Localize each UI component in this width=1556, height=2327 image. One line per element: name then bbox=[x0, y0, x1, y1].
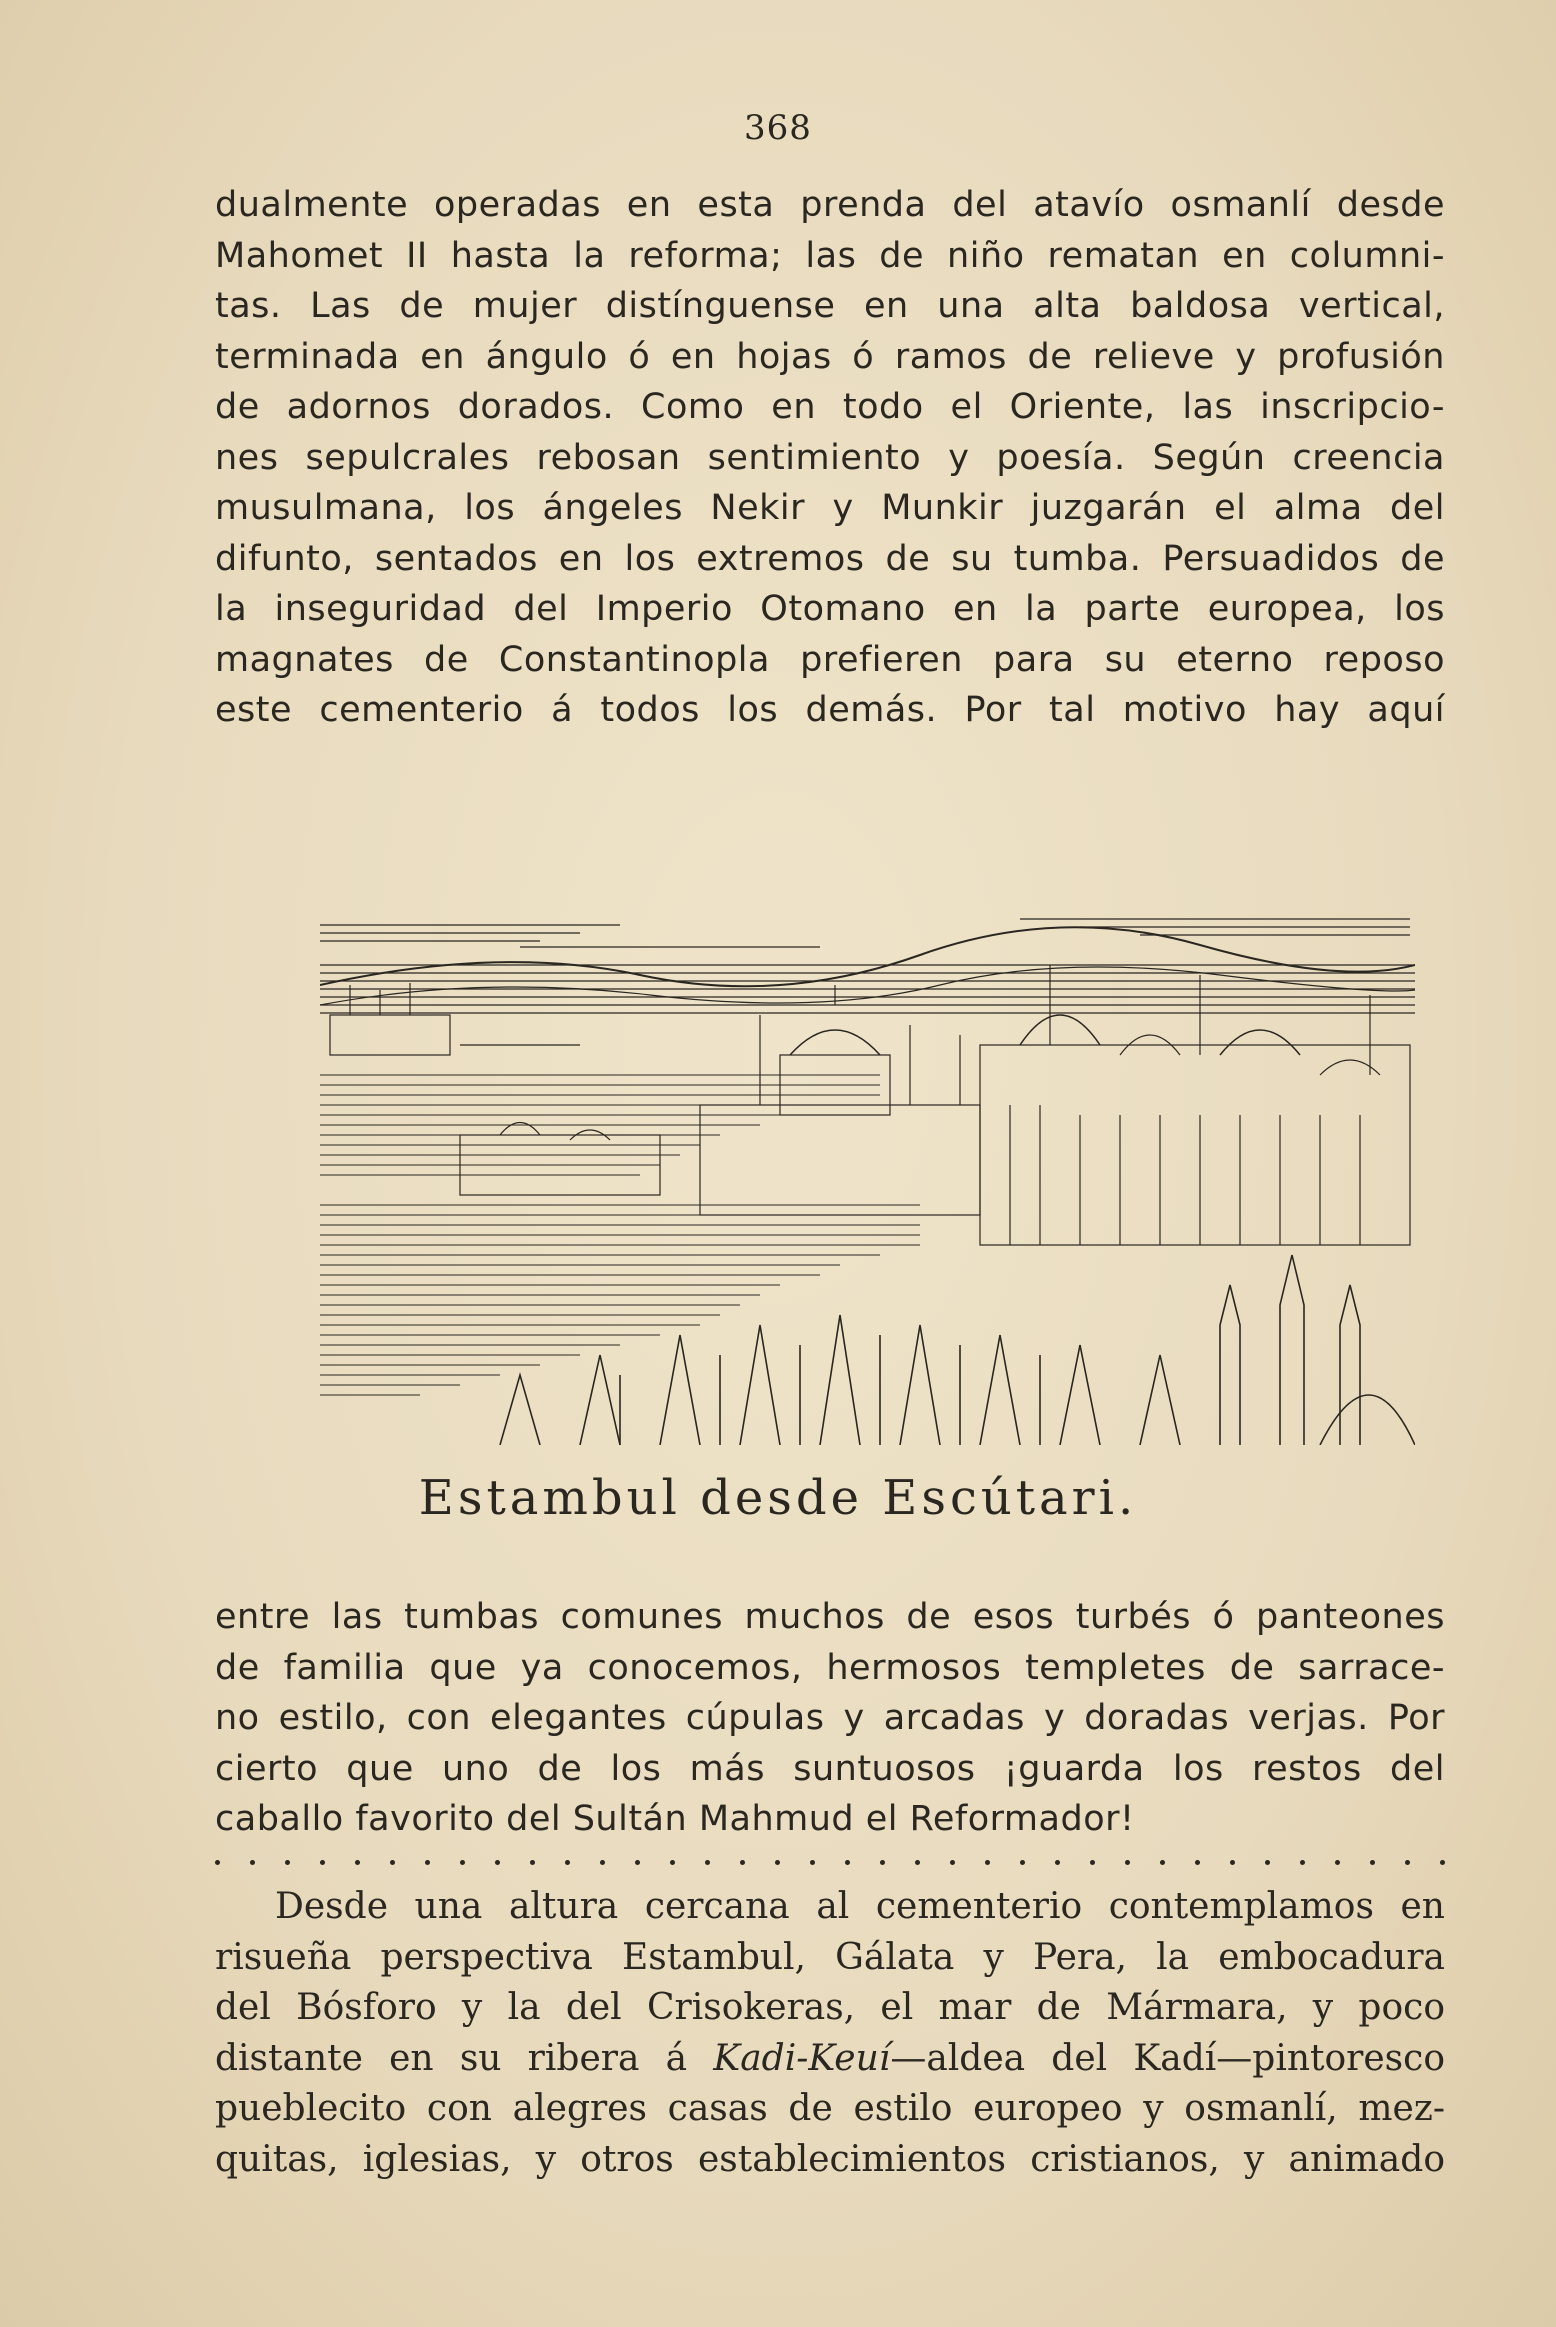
text-line: difunto, sentados en los extremos de su tumba. Persuadidos de bbox=[215, 538, 1445, 579]
separator-dot bbox=[495, 1860, 500, 1865]
text-line: Desde una altura cercana al cementerio contemplamos en bbox=[275, 1886, 1445, 1927]
separator-dot bbox=[1125, 1860, 1130, 1865]
separator-dot bbox=[1405, 1860, 1410, 1865]
separator-dot bbox=[810, 1860, 815, 1865]
separator-dot bbox=[740, 1860, 745, 1865]
separator-dot bbox=[1265, 1860, 1270, 1865]
text-line: dualmente operadas en esta prenda del atavío osmanlí desde bbox=[215, 185, 1445, 225]
separator-dot bbox=[880, 1860, 885, 1865]
separator-dot bbox=[985, 1860, 990, 1865]
separator-dot bbox=[355, 1860, 360, 1865]
text-line: nes sepulcrales rebosan sentimiento y poesía. Según creencia bbox=[215, 437, 1445, 478]
separator-dot bbox=[1020, 1860, 1025, 1865]
separator-dot bbox=[250, 1860, 255, 1865]
text-line: Mahomet II hasta la reforma; las de niño rematan en columni- bbox=[215, 235, 1445, 276]
paragraph-bottom bbox=[215, 1882, 1445, 2185]
separator-dot bbox=[915, 1860, 920, 1865]
hill-hatching bbox=[320, 965, 1415, 1013]
text-line: de familia que ya conocemos, hermosos templetes de sarrace- bbox=[215, 1647, 1445, 1688]
sky-hatching bbox=[320, 919, 1410, 947]
separator-dot bbox=[1335, 1860, 1340, 1865]
separator-dot bbox=[950, 1860, 955, 1865]
separator-dot bbox=[600, 1860, 605, 1865]
text-line: de adornos dorados. Como en todo el Oriente, las inscripcio- bbox=[215, 387, 1445, 427]
text-line: caballo favorito del Sultán Mahmud el Reformador! bbox=[215, 1799, 1135, 1839]
separator-dot bbox=[1300, 1860, 1305, 1865]
text-line: terminada en ángulo ó en hojas ó ramos de relieve y profusión bbox=[215, 336, 1445, 377]
text-line bbox=[215, 2034, 1445, 2085]
separator-dot bbox=[1230, 1860, 1235, 1865]
far-city-left bbox=[330, 983, 580, 1055]
separator-dot bbox=[705, 1860, 710, 1865]
separator-dot bbox=[460, 1860, 465, 1865]
text-line: pueblecito con alegres casas de estilo europeo y osmanlí, mez- bbox=[215, 2088, 1445, 2129]
separator-dot bbox=[1370, 1860, 1375, 1865]
text-line: cierto que uno de los más suntuosos ¡guarda los restos del bbox=[215, 1748, 1445, 1789]
text-line: no estilo, con elegantes cúpulas y arcadas y doradas verjas. Por bbox=[215, 1698, 1445, 1738]
separator-dot bbox=[1090, 1860, 1095, 1865]
text-segment: distante en su ribera á bbox=[215, 2037, 714, 2079]
city-middle bbox=[460, 985, 980, 1215]
separator-dot bbox=[530, 1860, 535, 1865]
text-line: quitas, iglesias, y otros establecimientos cristianos, y animado bbox=[215, 2138, 1445, 2180]
separator-dot bbox=[635, 1860, 640, 1865]
text-segment: —aldea del Kadí—pintoresco bbox=[890, 2037, 1445, 2079]
separator-dot bbox=[1055, 1860, 1060, 1865]
water-hatching bbox=[320, 1075, 920, 1395]
paragraph-top bbox=[215, 180, 1445, 736]
text-line: este cementerio á todos los demás. Por tal motivo hay aquí bbox=[215, 690, 1445, 730]
engraving-illustration bbox=[320, 905, 1415, 1445]
text-line: risueña perspectiva Estambul, Gálata y Pera, la embocadura bbox=[215, 1936, 1445, 1978]
paragraph-middle bbox=[215, 1592, 1445, 1845]
text-line: del Bósforo y la del Crisokeras, el mar de Mármara, y poco bbox=[215, 1987, 1445, 2028]
separator-dot bbox=[425, 1860, 430, 1865]
text-line: magnates de Constantinopla prefieren para su eterno reposo bbox=[215, 639, 1445, 680]
separator-dot bbox=[1195, 1860, 1200, 1865]
separator-dot bbox=[215, 1860, 220, 1865]
separator-dot bbox=[670, 1860, 675, 1865]
separator-dot bbox=[1440, 1860, 1445, 1865]
ellipsis-separator bbox=[215, 1860, 1445, 1874]
place-name-italic: Kadi-Keuí bbox=[713, 2037, 891, 2079]
separator-dot bbox=[845, 1860, 850, 1865]
text-line: entre las tumbas comunes muchos de esos turbés ó panteones bbox=[215, 1597, 1445, 1637]
text-line: musulmana, los ángeles Nekir y Munkir juzgarán el alma del bbox=[215, 488, 1445, 528]
separator-dot bbox=[320, 1860, 325, 1865]
text-line: la inseguridad del Imperio Otomano en la parte europea, los bbox=[215, 589, 1445, 629]
city-right bbox=[980, 965, 1410, 1245]
text-line: tas. Las de mujer distínguense en una alta baldosa vertical, bbox=[215, 286, 1445, 326]
separator-dot bbox=[1160, 1860, 1165, 1865]
illustration-caption: Estambul desde Escútari. bbox=[418, 1470, 1138, 1526]
separator-dot bbox=[775, 1860, 780, 1865]
separator-dot bbox=[285, 1860, 290, 1865]
separator-dot bbox=[565, 1860, 570, 1865]
minarets-foreground bbox=[1220, 1255, 1415, 1445]
page-number: 368 bbox=[744, 108, 812, 148]
separator-dot bbox=[390, 1860, 395, 1865]
